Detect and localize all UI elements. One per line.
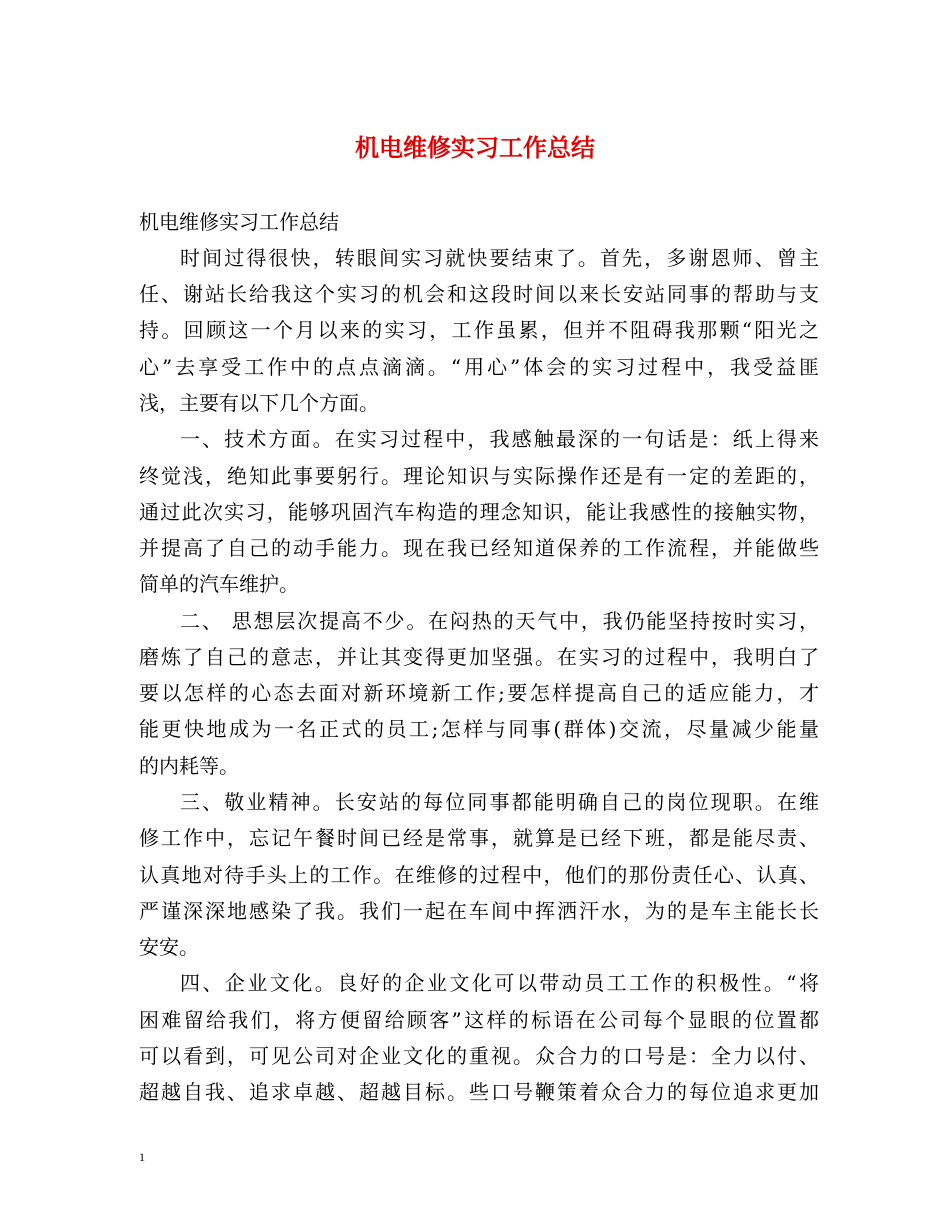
paragraph-1-line-1: 时间过得很快，转眼间实习就快要结束了。首先，多谢恩师、曾主 bbox=[180, 246, 819, 270]
paragraph-5-line-3: 可以看到，可见公司对企业文化的重视。众合力的口号是：全力以付、 bbox=[139, 1044, 819, 1068]
paragraph-3-line-1: 二、 思想层次提高不少。在闷热的天气中，我仍能坚持按时实习， bbox=[180, 609, 819, 633]
paragraph-2-line-3: 通过此次实习，能够巩固汽车构造的理念知识，能让我感性的接触实物， bbox=[139, 500, 819, 524]
paragraph-4-line-1: 三、敬业精神。长安站的每位同事都能明确自己的岗位现职。在维 bbox=[180, 790, 819, 814]
paragraph-2-line-2: 终觉浅，绝知此事要躬行。理论知识与实际操作还是有一定的差距的， bbox=[139, 464, 819, 488]
paragraph-3-line-3: 要以怎样的心态去面对新环境新工作;要怎样提高自己的适应能力，才 bbox=[139, 681, 819, 705]
page-number: 1 bbox=[139, 1150, 145, 1164]
paragraph-1-line-5: 浅，主要有以下几个方面。 bbox=[139, 391, 379, 415]
paragraph-4-line-4: 严谨深深地感染了我。我们一起在车间中挥洒汗水，为的是车主能长长 bbox=[139, 899, 819, 923]
paragraph-3-line-2: 磨炼了自己的意志，并让其变得更加坚强。在实习的过程中，我明白了 bbox=[139, 645, 819, 669]
paragraph-3-line-4: 能更快地成为一名正式的员工;怎样与同事(群体)交流，尽量减少能量 bbox=[139, 717, 819, 741]
paragraph-4-line-3: 认真地对待手头上的工作。在维修的过程中，他们的那份责任心、认真、 bbox=[139, 863, 819, 887]
paragraph-4-line-2: 修工作中，忘记午餐时间已经是常事，就算是已经下班，都是能尽责、 bbox=[139, 826, 819, 850]
paragraph-3-line-5: 的内耗等。 bbox=[139, 754, 239, 778]
paragraph-4-line-5: 安安。 bbox=[139, 935, 199, 959]
paragraph-1-line-4: 心”去享受工作中的点点滴滴。“用心”体会的实习过程中，我受益匪 bbox=[139, 355, 819, 379]
document-title: 机电维修实习工作总结 bbox=[355, 133, 595, 162]
paragraph-2-line-4: 并提高了自己的动手能力。现在我已经知道保养的工作流程，并能做些 bbox=[139, 536, 819, 560]
paragraph-5-line-1: 四、企业文化。良好的企业文化可以带动员工工作的积极性。“将 bbox=[180, 971, 819, 995]
paragraph-5-line-4: 超越自我、追求卓越、超越目标。些口号鞭策着众合力的每位追求更加 bbox=[139, 1080, 819, 1104]
paragraph-2-line-1: 一、技术方面。在实习过程中，我感触最深的一句话是：纸上得来 bbox=[180, 427, 819, 451]
paragraph-1-line-2: 任、谢站长给我这个实习的机会和这段时间以来长安站同事的帮助与支 bbox=[139, 282, 819, 306]
paragraph-2-line-5: 简单的汽车维护。 bbox=[139, 572, 299, 596]
document-subtitle: 机电维修实习工作总结 bbox=[139, 210, 339, 234]
paragraph-1-line-3: 持。回顾这一个月以来的实习，工作虽累，但并不阻碍我那颗“阳光之 bbox=[139, 318, 819, 342]
paragraph-5-line-2: 困难留给我们，将方便留给顾客”这样的标语在公司每个显眼的位置都 bbox=[139, 1008, 819, 1032]
